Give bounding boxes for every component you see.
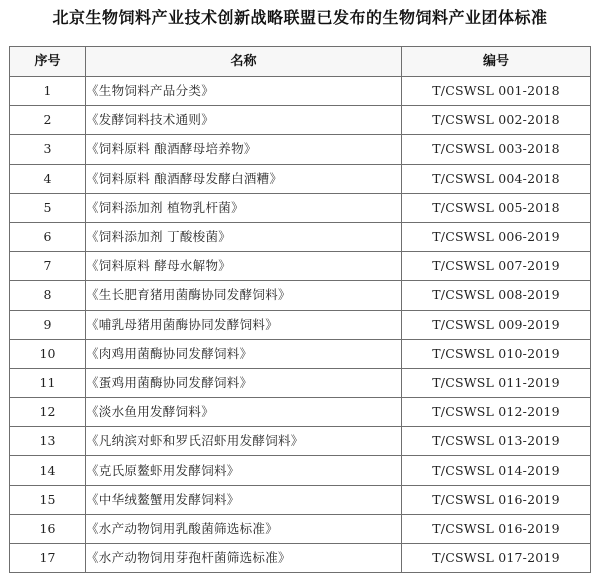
standard-code: T/CSWSL 016-2019 <box>402 514 591 543</box>
standard-code: T/CSWSL 016-2019 <box>402 485 591 514</box>
standard-code: T/CSWSL 009-2019 <box>402 310 591 339</box>
table-row <box>10 427 591 456</box>
standard-code: T/CSWSL 011-2019 <box>402 368 591 397</box>
table-row <box>10 398 591 427</box>
row-number: 6 <box>10 222 86 251</box>
standard-name: 《凡纳滨对虾和罗氏沼虾用发酵饲料》 <box>86 427 402 456</box>
table-row <box>10 281 591 310</box>
standard-name: 《哺乳母猪用菌酶协同发酵饲料》 <box>86 310 402 339</box>
standard-name: 《发酵饲料技术通则》 <box>86 106 402 135</box>
standard-name: 《饲料原料 酵母水解物》 <box>86 252 402 281</box>
standard-name: 《克氏原鳌虾用发酵饲料》 <box>86 456 402 485</box>
standard-code: T/CSWSL 002-2018 <box>402 106 591 135</box>
standard-name: 《生物饲料产品分类》 <box>86 77 402 106</box>
standard-name: 《蛋鸡用菌酶协同发酵饲料》 <box>86 368 402 397</box>
row-number: 3 <box>10 135 86 164</box>
standard-name: 《饲料添加剂 丁酸梭菌》 <box>86 222 402 251</box>
table-row <box>10 544 591 573</box>
table-row <box>10 164 591 193</box>
table-row <box>10 456 591 485</box>
table-header <box>10 47 591 77</box>
standard-code: T/CSWSL 001-2018 <box>402 77 591 106</box>
page-title: 北京生物饲料产业技术创新战略联盟已发布的生物饲料产业团体标准 <box>52 8 548 27</box>
column-header-name: 名称 <box>86 47 402 77</box>
row-number: 8 <box>10 281 86 310</box>
standard-code: T/CSWSL 007-2019 <box>402 252 591 281</box>
standard-name: 《水产动物饲用乳酸菌筛选标准》 <box>86 514 402 543</box>
standard-name: 《饲料添加剂 植物乳杆菌》 <box>86 193 402 222</box>
table-row <box>10 339 591 368</box>
row-number: 11 <box>10 368 86 397</box>
standard-code: T/CSWSL 004-2018 <box>402 164 591 193</box>
standard-name: 《饲料原料 酿酒酵母培养物》 <box>86 135 402 164</box>
standard-code: T/CSWSL 008-2019 <box>402 281 591 310</box>
standard-code: T/CSWSL 014-2019 <box>402 456 591 485</box>
standards-table <box>9 46 591 573</box>
standard-code: T/CSWSL 017-2019 <box>402 544 591 573</box>
table-row <box>10 193 591 222</box>
row-number: 1 <box>10 77 86 106</box>
table-row <box>10 77 591 106</box>
table-row <box>10 310 591 339</box>
table-row <box>10 252 591 281</box>
table-row <box>10 368 591 397</box>
table-body <box>10 77 591 573</box>
row-number: 4 <box>10 164 86 193</box>
standard-name: 《饲料原料 酿酒酵母发酵白酒糟》 <box>86 164 402 193</box>
row-number: 16 <box>10 514 86 543</box>
row-number: 17 <box>10 544 86 573</box>
standard-code: T/CSWSL 013-2019 <box>402 427 591 456</box>
header-row <box>10 47 591 77</box>
column-header-code: 编号 <box>402 47 591 77</box>
standard-code: T/CSWSL 005-2018 <box>402 193 591 222</box>
table-row <box>10 485 591 514</box>
standard-name: 《肉鸡用菌酶协同发酵饲料》 <box>86 339 402 368</box>
row-number: 9 <box>10 310 86 339</box>
standard-name: 《水产动物饲用芽孢杆菌筛选标准》 <box>86 544 402 573</box>
standard-code: T/CSWSL 006-2019 <box>402 222 591 251</box>
row-number: 5 <box>10 193 86 222</box>
table-row <box>10 222 591 251</box>
standard-name: 《生长肥育猪用菌酶协同发酵饲料》 <box>86 281 402 310</box>
row-number: 7 <box>10 252 86 281</box>
row-number: 10 <box>10 339 86 368</box>
table-row <box>10 514 591 543</box>
row-number: 12 <box>10 398 86 427</box>
standard-code: T/CSWSL 003-2018 <box>402 135 591 164</box>
standard-code: T/CSWSL 012-2019 <box>402 398 591 427</box>
table-row <box>10 135 591 164</box>
row-number: 14 <box>10 456 86 485</box>
table-row <box>10 106 591 135</box>
standard-name: 《中华绒鳌蟹用发酵饲料》 <box>86 485 402 514</box>
column-header-no: 序号 <box>10 47 86 77</box>
row-number: 15 <box>10 485 86 514</box>
standard-code: T/CSWSL 010-2019 <box>402 339 591 368</box>
standard-name: 《淡水鱼用发酵饲料》 <box>86 398 402 427</box>
row-number: 2 <box>10 106 86 135</box>
row-number: 13 <box>10 427 86 456</box>
